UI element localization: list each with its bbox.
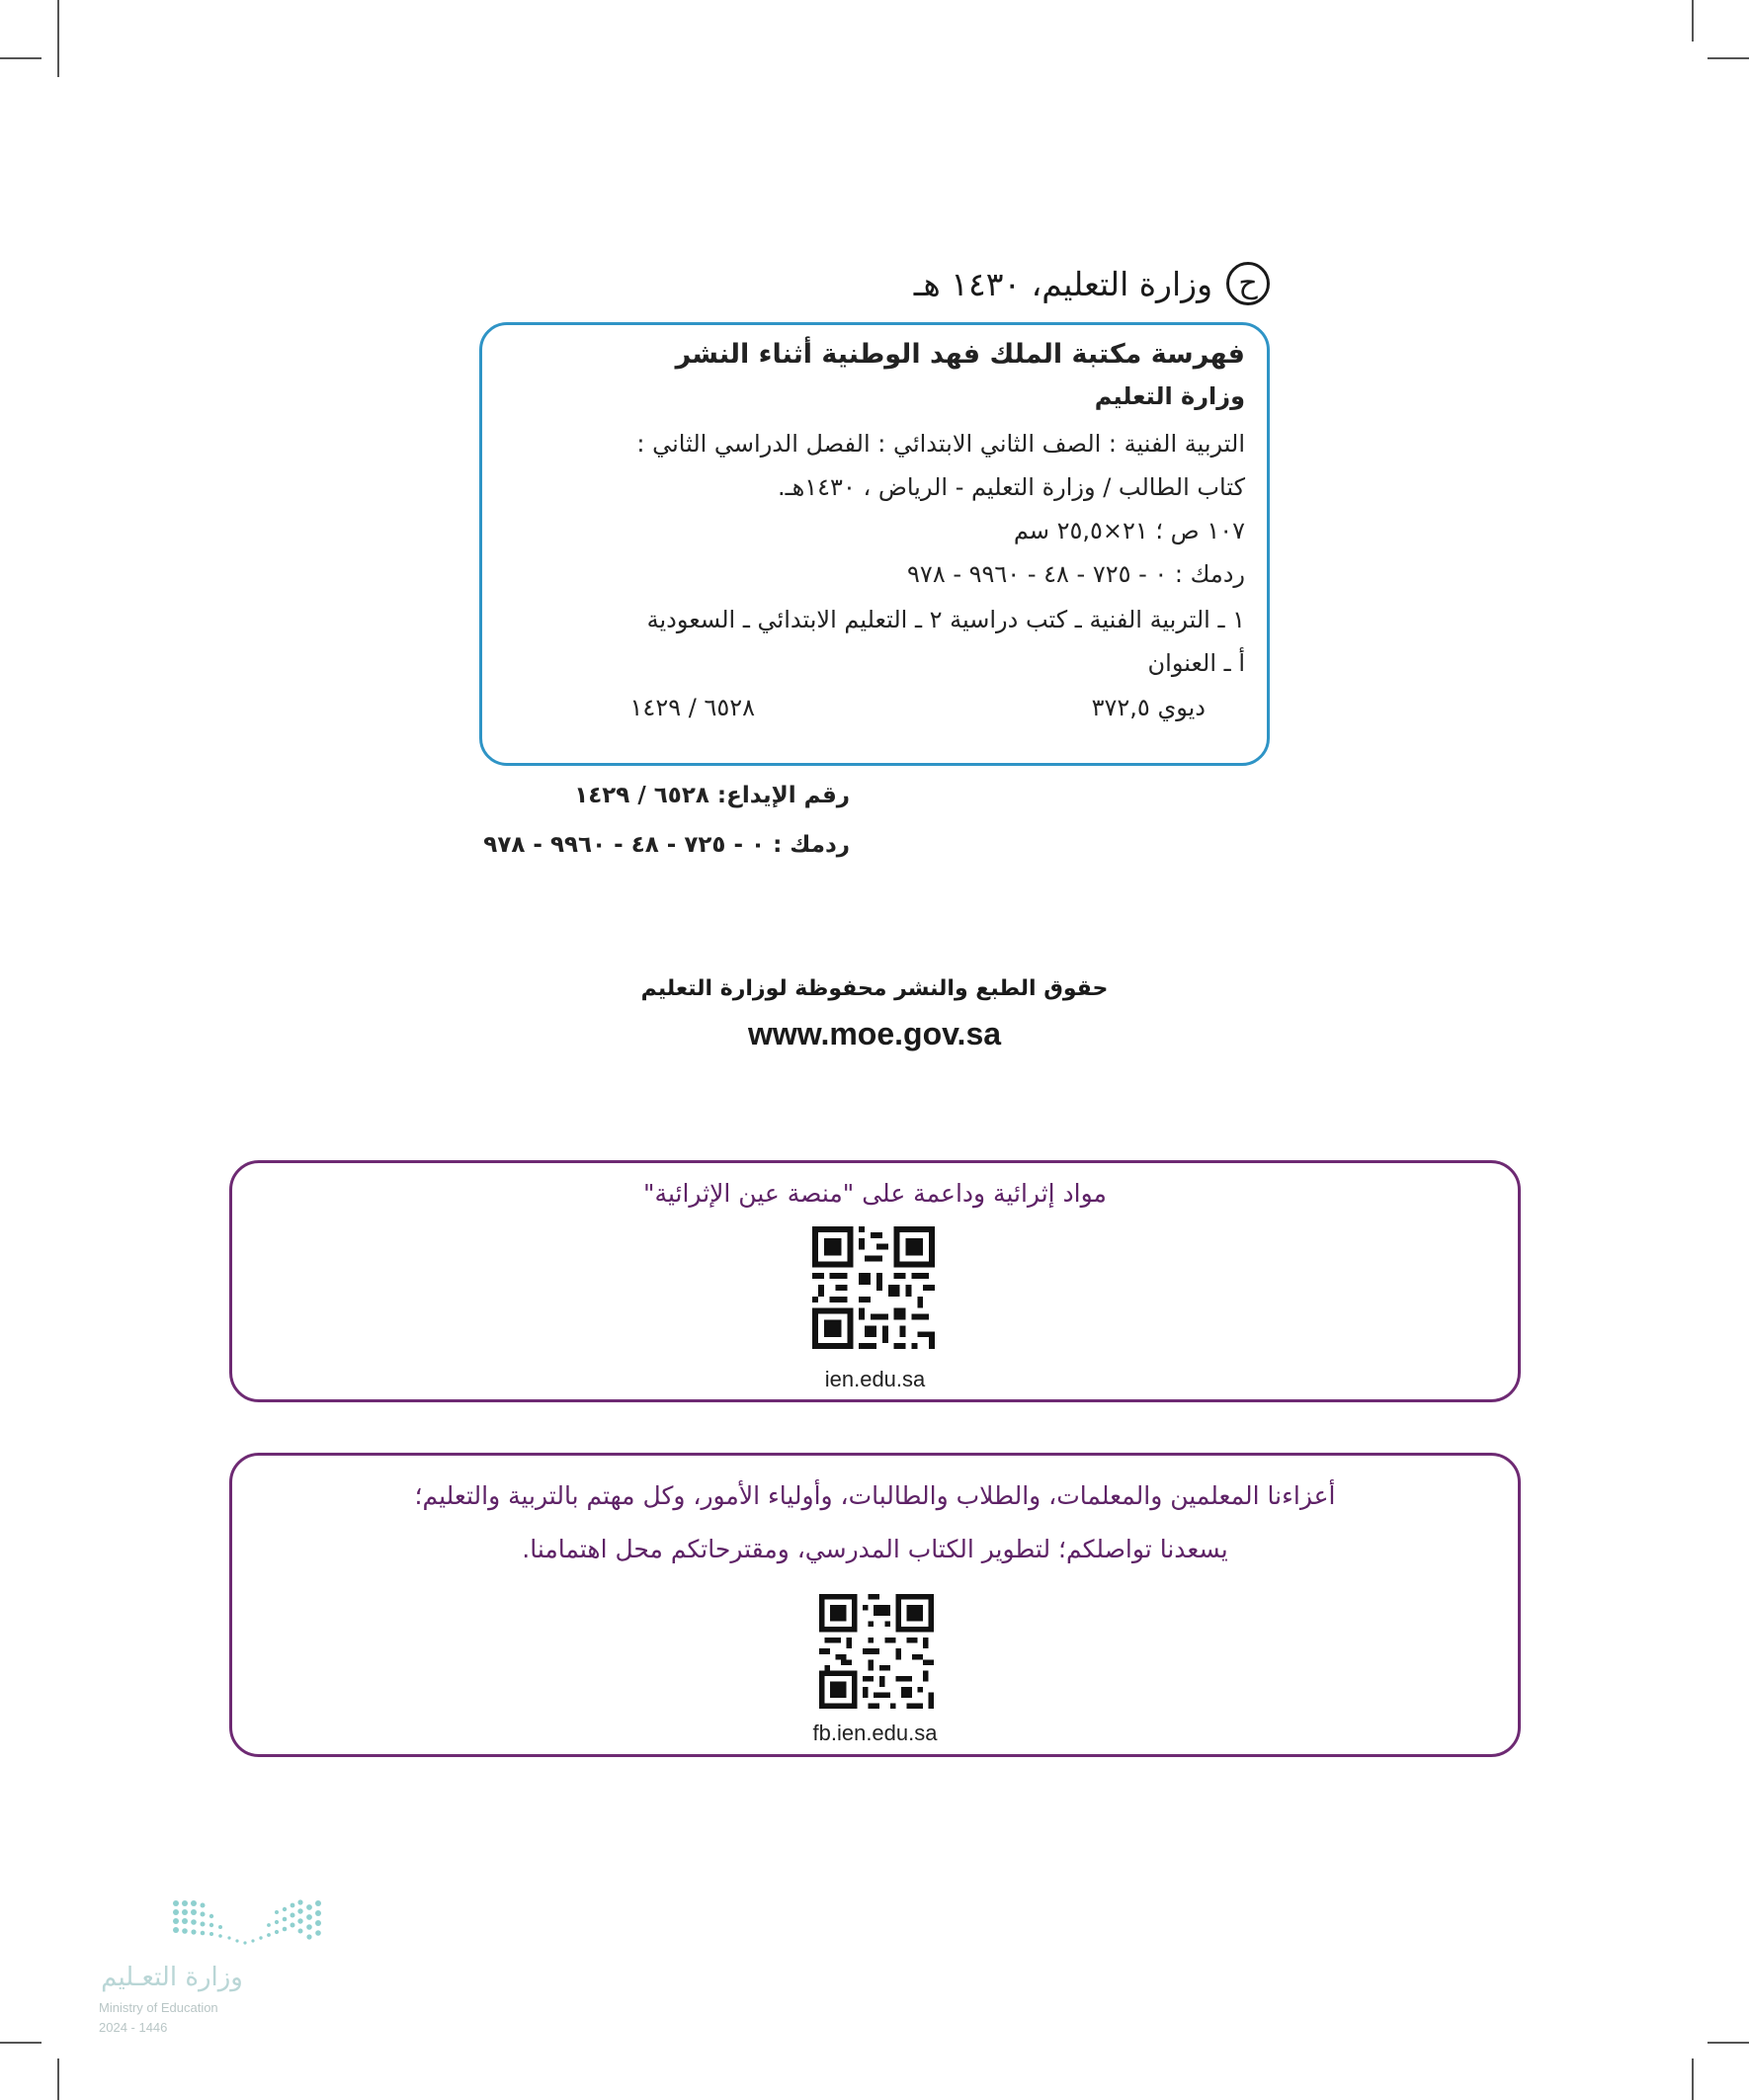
feedback-line: أعزاءنا المعلمين والمعلمات، والطلاب والطالبات، وأولياء الأمور، وكل مهتم بالتربية والتعليم؛ xyxy=(414,1481,1336,1510)
crop-mark xyxy=(1707,2042,1749,2044)
crop-mark xyxy=(57,0,59,77)
copyright-line xyxy=(889,259,1270,308)
qr-url: ien.edu.sa xyxy=(824,1367,926,1391)
catalog-deposit: ٦٥٢٨ / ١٤٢٩ xyxy=(629,694,755,721)
catalog-line: التربية الفنية : الصف الثاني الابتدائي : الفصل الدراسي الثاني : xyxy=(636,430,1245,458)
catalog-box xyxy=(479,322,1270,766)
feedback-line: يسعدنا تواصلكم؛ لتطوير الكتاب المدرسي، ومقترحاتكم محل اهتمامنا. xyxy=(522,1535,1228,1563)
enrichment-heading: مواد إثرائية وداعمة على "منصة عين الإثرائية" xyxy=(643,1179,1107,1208)
crop-mark xyxy=(1707,57,1749,59)
enrichment-box xyxy=(229,1160,1521,1402)
deposit-number: رقم الإيداع: ٦٥٢٨ / ١٤٢٩ xyxy=(574,783,850,808)
catalog-dewey: ديوي ٣٧٢,٥ xyxy=(1091,694,1206,721)
ministry-logo-arabic: وزارة التعـليم xyxy=(101,1963,243,1992)
copyright-text: وزارة التعليم، ١٤٣٠ هـ xyxy=(913,264,1212,303)
crop-mark xyxy=(1692,0,1694,42)
catalog-line: ردمك : ٠ - ٧٢٥ - ٤٨ - ٩٩٦٠ - ٩٧٨ xyxy=(907,560,1245,588)
catalog-line: أ ـ العنوان xyxy=(1147,649,1245,677)
crop-mark xyxy=(1692,2058,1694,2100)
isbn: ردمك : ٠ - ٧٢٥ - ٤٨ - ٩٩٦٠ - ٩٧٨ xyxy=(483,832,850,858)
website-url: www.moe.gov.sa xyxy=(747,1016,1002,1051)
crop-mark xyxy=(0,57,42,59)
feedback-box xyxy=(229,1453,1521,1757)
catalog-line: ١٠٧ ص ؛ ٢١×٢٥,٥ سم xyxy=(1013,517,1245,545)
catalog-title: فهرسة مكتبة الملك فهد الوطنية أثناء النشر xyxy=(675,339,1245,370)
copyright-symbol: ح xyxy=(1226,262,1270,305)
qr-code-icon[interactable] xyxy=(812,1226,935,1349)
crop-mark xyxy=(57,2058,59,2100)
ministry-logo-english: Ministry of Education xyxy=(99,2000,218,2015)
catalog-line: ١ ـ التربية الفنية ـ كتب دراسية ٢ ـ التعليم الابتدائي ـ السعودية xyxy=(646,606,1245,633)
rights-text: حقوق الطبع والنشر محفوظة لوزارة التعليم xyxy=(640,976,1109,1001)
qr-url: fb.ien.edu.sa xyxy=(812,1721,938,1745)
ministry-logo-dots-icon xyxy=(172,1899,322,1949)
ministry-logo xyxy=(95,1895,332,2044)
qr-code-icon[interactable] xyxy=(819,1594,934,1709)
catalog-line: كتاب الطالب / وزارة التعليم - الرياض ، ١٤٣٠هـ. xyxy=(777,473,1245,501)
crop-mark xyxy=(0,2042,42,2044)
ministry-logo-year: 2024 - 1446 xyxy=(99,2020,168,2035)
catalog-author: وزارة التعليم xyxy=(1094,382,1245,410)
